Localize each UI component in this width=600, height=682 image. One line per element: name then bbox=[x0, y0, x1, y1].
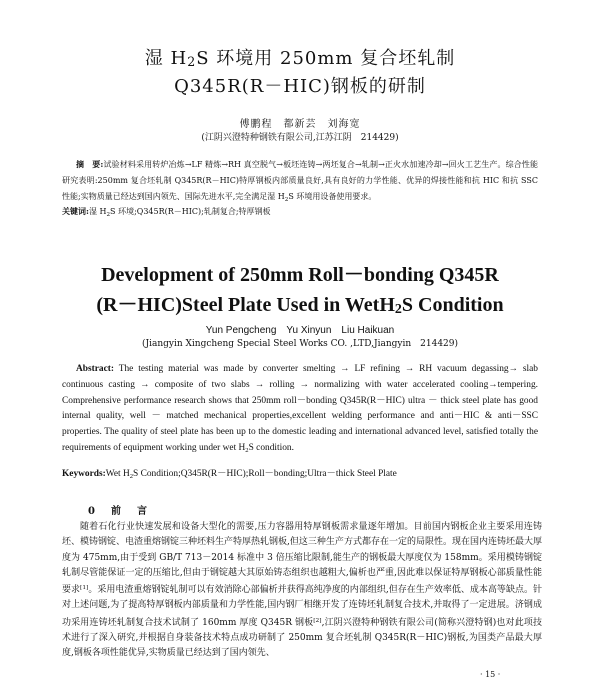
citation-2[interactable]: [2] bbox=[313, 617, 322, 624]
english-abstract-label: Abstract: bbox=[76, 364, 115, 374]
english-title-line-2: (R－HIC)Steel Plate Used in WetH$_2$S Condition bbox=[96, 294, 504, 317]
chinese-keywords-label: 关键词: bbox=[62, 206, 89, 216]
chinese-abstract: 摘 要:试验材料采用转炉冶炼→LF 精炼→RH 真空脱气→板坯连铸→两坯复合→轧制→正火水加速冷却→回火工艺生产。综合性能研究表明:250mm 复合坯轧制 Q345R(R－HIC)特厚钢板内部质量良好,具有良好的力学性能、优异的焊接性能和抗 HIC 和抗 SSC 性能;实物质量已经达到国内领先、国际先进水平,完全满足湿 $H_2S$ 环境用设备使用要求。 bbox=[62, 159, 538, 203]
english-keywords: Keywords:Wet $H_2S$ Condition;Q345R(R－HIC);Roll－bonding;Ultra－thick Steel Plate bbox=[62, 469, 397, 480]
citation-1[interactable]: [1] bbox=[80, 585, 89, 592]
chinese-title-line-2: Q345R(R－HIC)钢板的研制 bbox=[174, 76, 426, 97]
chinese-authors: 傅鹏程 都新芸 刘海宽 bbox=[239, 119, 361, 130]
chinese-abstract-label: 摘 要: bbox=[76, 159, 104, 169]
english-affiliation: (Jiangyin Xingcheng Special Steel Works CO. ,LTD,Jiangyin 214429) bbox=[141, 339, 459, 349]
english-title-line-1: Development of 250mm Roll－bonding Q345R bbox=[101, 264, 499, 286]
english-authors: Yun Pengcheng Yu Xinyun Liu Haikuan bbox=[205, 325, 395, 336]
chinese-title-line-1: 湿 $H_2S$ 环境用 250mm 复合坯轧制 bbox=[144, 48, 456, 69]
body-paragraph: 随着石化行业快速发展和设备大型化的需要,压力容器用特厚钢板需求量逐年增加。目前国内钢板企业主要采用连铸坯、模铸钢锭、电渣重熔钢锭三种坯料生产特厚热轧钢板,但这三种生产方式都存在一定的局限性。现在国内连铸坯最大厚度为 475mm,由于受到 GB/T 713－2014 标准中 3 倍压缩比限制,能生产的钢板最大厚度仅为 158mm。采用模铸钢锭轧制尽管能保证一定的压缩比,但由于钢锭越大其原始铸态组织也越粗大,偏析也严重,因此难以保证特厚钢板心部质量性能要求[1]。采用电渣重熔钢锭轧制可以有效消除心部偏析并获得高纯净度的内部组织,但存在生产效率低、成本高等缺点。针对上述问题,为了提高特厚钢板内部质量和力学性能,国内钢厂相继开发了连铸坯轧制复合技术,并取得了一定进展。济钢成功采用连铸坯轧制复合技术试制了 160mm 厚度 Q345R 钢板[2],江阴兴澄特种钢铁有限公司(简称兴澄特钢)也对此项技术进行了深入研究,并根据自身装备技术特点成功研制了 250mm 复合坯轧制 Q345R(R－HIC)钢板,为国类产品最大厚度,钢板各项性能优异,实物质量已经达到了国内领先、 bbox=[62, 522, 542, 659]
page-number: · 15 · bbox=[480, 670, 501, 679]
section-heading: 0 前 言 bbox=[88, 506, 150, 517]
english-abstract: Abstract: The testing material was made by converter smelting → LF refining → RH vacuum degassing→ slab continuous casting → composite of two slabs → rolling → normalizing with water accelerated cooling→tempering. Comprehensive performance research shows that 250mm roll－bonding Q345R(R－HIC) ultra － thick steel plate has good internal quality, well － matched mechanical properties,excellent welding performance and anti－HIC & anti－SSC properties. The quality of steel plate has been up to the domestic leading and international advanced level, satisfied totally the requirements of equipment working under wet $H_2S$ condition. bbox=[62, 364, 538, 454]
english-keywords-label: Keywords: bbox=[62, 469, 106, 479]
chinese-keywords: 关键词:湿 $H_2S$ 环境;Q345R(R－HIC);轧制复合;特厚钢板 bbox=[62, 206, 271, 218]
chinese-affiliation: (江阴兴澄特种钢铁有限公司,江苏江阴 214429) bbox=[201, 133, 399, 143]
